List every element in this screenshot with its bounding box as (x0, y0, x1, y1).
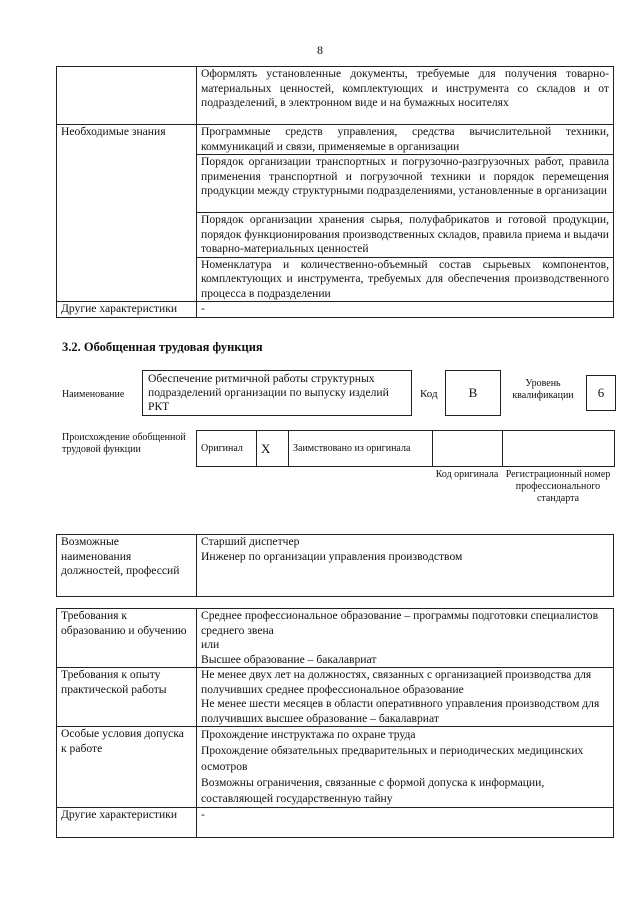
code-label: Код (420, 388, 438, 400)
cell-line: Прохождение инструктажа по охране труда (201, 728, 416, 741)
row-cell (197, 609, 614, 668)
function-name-box (142, 370, 412, 416)
origin-table (196, 430, 615, 467)
row-label: Возможные наименования должностей, профессий (57, 535, 197, 597)
row-label: Другие характеристики (57, 808, 197, 838)
row-cell: Программные средств управления, средства вычислительной техники, коммуникаций и связи, применяемые в организации (197, 125, 614, 155)
cell-line: Не менее двух лет на должностях, связанных с организацией производства для получивших среднее профессиональное образование (201, 668, 592, 696)
position-line: Инженер по организации управления производством (201, 549, 463, 563)
table-row (57, 727, 614, 808)
function-name-value: Обеспечение ритмичной работы структурных подразделений организации по выпуску изделий РКТ (148, 372, 389, 413)
code-caption: Код оригинала (435, 469, 499, 480)
original-code-cell (433, 431, 503, 467)
original-mark: X (257, 431, 289, 467)
table-row (57, 808, 614, 838)
reg-number-cell (503, 431, 615, 467)
name-label: Наименование (62, 389, 125, 400)
table-row (57, 67, 614, 125)
cell-line: Возможны ограничения, связанные с формой допуска к информации, составляющей государственную тайну (201, 776, 545, 805)
row-cell: Порядок организации транспортных и погрузочно-разгрузочных работ, правила применения транспортной и погрузочной техники и порядок перемещения продукции между структурными подразделениями, установленные в организации (197, 155, 614, 213)
cell-line: Среднее профессиональное образование – программы подготовки специалистов среднего звена (201, 609, 599, 637)
requirements-table (56, 608, 614, 838)
row-cell: Оформлять установленные документы, требуемые для получения товарно-материальных ценностей, комплектующих и инструмента со складов и от подразделений, в электронном виде и на бумажных носителях (197, 67, 614, 125)
origin-label: Происхождение обобщенной трудовой функции (62, 432, 186, 455)
cell-line: или (201, 638, 220, 651)
cell-line: - (201, 808, 205, 821)
row-cell: - (197, 302, 614, 318)
row-cell: Порядок организации хранения сырья, полуфабрикатов и готовой продукции, порядок функционирования производственных складов, правила приема и выдачи товарно-материальных ценностей (197, 213, 614, 258)
row-label (57, 67, 197, 125)
row-label: Другие характеристики (57, 302, 197, 318)
row-cell (197, 727, 614, 808)
positions-table (56, 534, 614, 597)
cell-line: Высшее образование – бакалавриат (201, 652, 377, 666)
section-title: 3.2. Обобщенная трудовая функция (62, 340, 263, 354)
row-label: Требования к опыту практической работы (57, 668, 197, 727)
row-label: Необходимые знания (57, 125, 197, 302)
row-cell (197, 808, 614, 838)
position-line: Старший диспетчер (201, 535, 300, 548)
cell-line: Прохождение обязательных предварительных и периодических медицинских осмотров (201, 744, 584, 773)
code-value: B (468, 385, 478, 400)
level-box (586, 375, 616, 411)
table-row (57, 125, 614, 155)
level-value: 6 (597, 385, 605, 400)
cell-line: Не менее шести месяцев в области оперативного управления производством для получивших высшее образование – бакалавриат (201, 697, 600, 725)
table-row (57, 302, 614, 318)
knowledge-table (56, 66, 614, 318)
table-row (57, 535, 614, 597)
row-cell: Номенклатура и количественно-объемный состав сырьевых компонентов, комплектующих и инструмента, требуемых для обеспечения производственного процесса в подразделении (197, 257, 614, 302)
row-label: Особые условия допуска к работе (57, 727, 197, 808)
row-cell (197, 668, 614, 727)
reg-caption: Регистрационный номер профессионального стандарта (505, 469, 611, 504)
code-box (445, 370, 501, 416)
table-row (57, 668, 614, 727)
borrowed-label: Заимствовано из оригинала (289, 431, 433, 467)
table-row (57, 609, 614, 668)
row-label: Требования к образованию и обучению (57, 609, 197, 668)
page-number: 8 (317, 43, 323, 57)
level-label: Уровень квалификации (512, 378, 574, 401)
original-label: Оригинал (197, 431, 257, 467)
row-cell (197, 535, 614, 597)
